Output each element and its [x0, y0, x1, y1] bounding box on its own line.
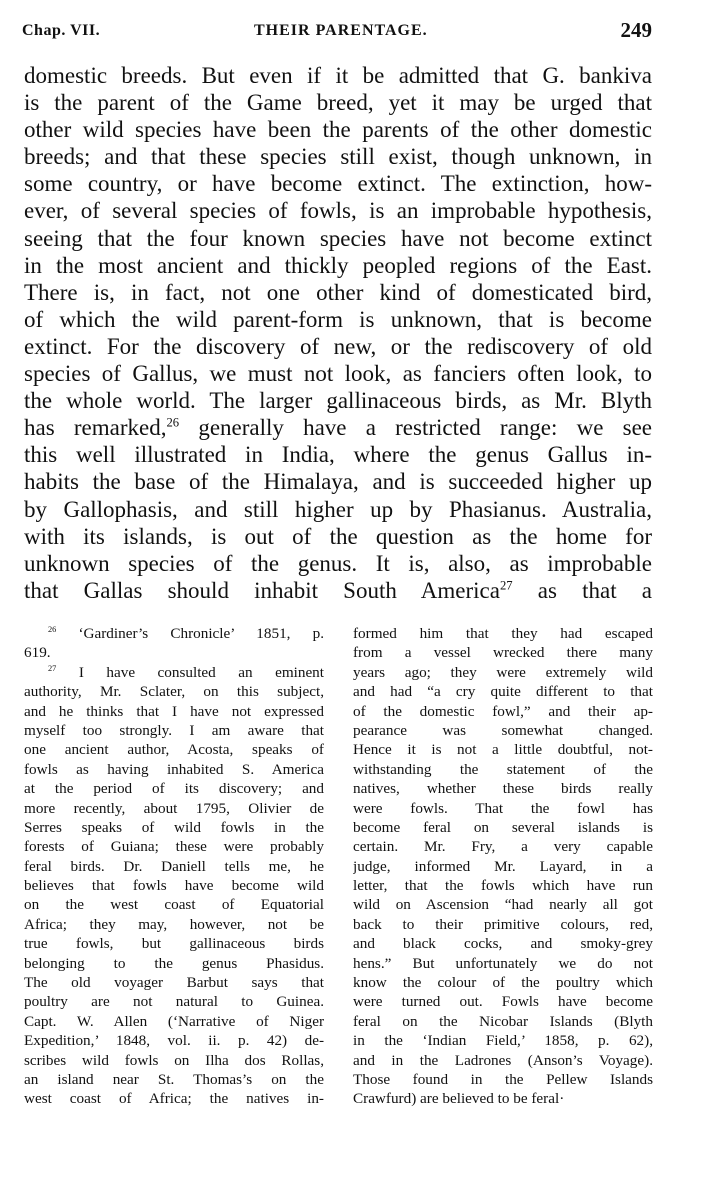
text-line: unknown species of the genus. It is, also, as improbable [24, 550, 652, 576]
text-line: the whole world. The larger gallinaceous birds, as Mr. Blyth [24, 388, 652, 414]
footnote-line: of the domestic fowl,” and their ap- [353, 702, 653, 720]
text-line: in the most ancient and thickly peopled regions of the East. [24, 252, 652, 278]
text-fragment: generally have a restricted range: we see [179, 415, 652, 441]
footnote-line: and black cocks, and smoky-grey [353, 935, 653, 953]
text-line-with-ref [24, 577, 652, 604]
footnote-line: from a vessel wrecked there many [353, 644, 653, 662]
footnote-line: Africa; they may, however, not be [24, 915, 324, 933]
footnote-number: 27 [48, 663, 57, 673]
text-line: domestic breeds. But even if it be admitted that G. bankiva [24, 63, 652, 88]
running-title: THEIR PARENTAGE. [254, 22, 428, 39]
footnote-line: were fowls. That the fowl has [353, 799, 653, 817]
running-header [22, 18, 652, 48]
footnote-line: years ago; they were extremely wild [353, 663, 653, 681]
footnote-line: and in the Ladrones (Anson’s Voyage). [353, 1051, 653, 1069]
footnote-line: one ancient author, Acosta, speaks of [24, 741, 324, 759]
text-line: seeing that the four known species have not become extinct [24, 225, 652, 251]
footnote-line: formed him that they had escaped [353, 625, 653, 642]
footnote-line: forests of Guiana; these were probably [24, 838, 324, 856]
footnote-line: authority, Mr. Sclater, on this subject, [24, 683, 324, 701]
footnote-line: fowls as having inhabited S. America [24, 760, 324, 778]
text-line: habits the base of the Himalaya, and is succeeded higher up [24, 469, 652, 495]
footnote-line: in the ‘Indian Field,’ 1858, p. 62), [353, 1032, 653, 1050]
footnote-line: Crawfurd) are believed to be feral· [353, 1090, 565, 1108]
text-line: of which the wild parent-form is unknown, that is become [24, 306, 652, 332]
footnote-line: The old voyager Barbut says that [24, 974, 324, 992]
text-line: this well illustrated in India, where the genus Gallus in- [24, 442, 652, 468]
footnote-27 [24, 663, 324, 682]
text-line: breeds; and that these species still exist, though unknown, in [24, 144, 652, 170]
footnotes [24, 624, 652, 1184]
footnote-line: know the colour of the poultry which [353, 974, 653, 992]
text-line: other wild species have been the parents of the other domestic [24, 117, 652, 143]
footnote-column-right [353, 624, 653, 1109]
text-line: ever, of several species of fowls, is an improbable hypothesis, [24, 198, 652, 224]
footnote-line: letter, that the fowls which have run [353, 877, 653, 895]
text-fragment: that Gallas should inhabit South America [24, 577, 500, 603]
text-fragment: as that a [512, 577, 652, 603]
footnote-ref-26: 26 [166, 415, 180, 430]
footnote-line: and had “a cry quite different to that [353, 683, 653, 701]
text-line-with-ref [24, 414, 652, 441]
footnote-line: Hence it is not a little doubtful, not- [353, 741, 653, 759]
footnote-line: feral birds. Dr. Daniell tells me, he [24, 857, 324, 875]
text-line: is the parent of the Game breed, yet it may be urged that [24, 90, 652, 116]
footnote-line: an island near St. Thomas’s on the [24, 1070, 324, 1088]
footnote-text: I have consulted an eminent [78, 663, 324, 681]
footnote-line: wild on Ascension “had nearly all got [353, 896, 653, 914]
footnote-line: true fowls, but gallinaceous birds [24, 935, 324, 953]
footnote-line: scribes wild fowls on Ilha dos Rollas, [24, 1051, 324, 1069]
main-text [24, 62, 652, 604]
footnote-column-left [24, 624, 324, 1109]
footnote-line: natives, whether these birds really [353, 780, 653, 798]
footnote-line: feral on the Nicobar Islands (Blyth [353, 1012, 653, 1030]
text-line: There is, in fact, not one other kind of domesticated bird, [24, 279, 652, 305]
footnote-ref-27: 27 [499, 578, 513, 593]
footnote-26 [24, 624, 324, 643]
footnote-line: more recently, about 1795, Olivier de [24, 799, 324, 817]
footnote-line: 619. [24, 644, 51, 662]
text-line: species of Gallus, we must not look, as fanciers often look, to [24, 361, 652, 387]
chapter-label: Chap. VII. [22, 22, 101, 39]
footnote-line: on the west coast of Equatorial [24, 896, 324, 914]
footnote-line: Serres speaks of wild fowls in the [24, 818, 324, 836]
footnote-line: Capt. W. Allen (‘Narrative of Niger [24, 1012, 324, 1030]
footnote-line: myself too strongly. I am aware that [24, 721, 324, 739]
footnote-line: become feral on several islands is [353, 818, 653, 836]
page-number: 249 [620, 18, 652, 42]
text-line: extinct. For the discovery of new, or the rediscovery of old [24, 333, 652, 359]
footnote-line: pearance was somewhat changed. [353, 721, 653, 739]
footnote-text: ‘Gardiner’s Chronicle’ 1851, p. [78, 625, 324, 642]
footnote-line: certain. Mr. Fry, a very capable [353, 838, 653, 856]
footnote-line: west coast of Africa; the natives in- [24, 1090, 324, 1108]
footnote-line: at the period of its discovery; and [24, 780, 324, 798]
text-fragment: has remarked, [24, 415, 167, 441]
footnote-line: Those found in the Pellew Islands [353, 1070, 653, 1088]
footnote-line: Expedition,’ 1848, vol. ii. p. 42) de- [24, 1032, 324, 1050]
text-line: some country, or have become extinct. The extinction, how- [24, 171, 652, 197]
text-line: with its islands, is out of the question as the home for [24, 523, 652, 549]
footnote-line: were turned out. Fowls have become [353, 993, 653, 1011]
footnote-line: believes that fowls have become wild [24, 877, 324, 895]
text-line: by Gallophasis, and still higher up by Phasianus. Australia, [24, 496, 652, 522]
footnote-line: judge, informed Mr. Layard, in a [353, 857, 653, 875]
footnote-line: back to their primitive colours, red, [353, 915, 653, 933]
footnote-line: and he thinks that I have not expressed [24, 702, 324, 720]
footnote-line: belonging to the genus Phasidus. [24, 954, 324, 972]
footnote-line: hens.” But unfortunately we do not [353, 954, 653, 972]
footnote-line: withstanding the statement of the [353, 760, 653, 778]
footnote-line: poultry are not natural to Guinea. [24, 993, 324, 1011]
footnote-number: 26 [48, 624, 57, 634]
